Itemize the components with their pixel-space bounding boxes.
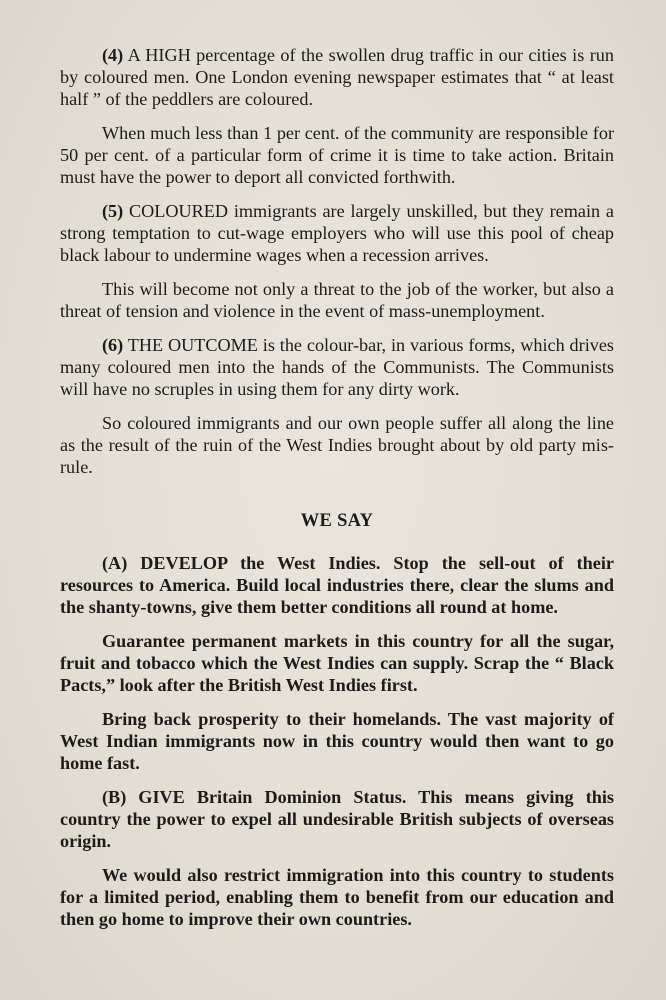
paragraph-text: This will become not only a threat to the job of the worker, but also a threat of tension and violence in the event of mass-unemployment. — [60, 279, 614, 321]
paragraph-text: So coloured immigrants and our own people suffer all along the line as the result of the ruin of the West Indies brought about by old party mis-rule. — [60, 413, 614, 477]
paragraph-point-6 — [60, 334, 614, 400]
paragraph-point-4 — [60, 44, 614, 110]
paragraph-west-indies-ruin — [60, 412, 614, 478]
section-heading: WE SAY — [300, 511, 374, 531]
paragraph-prosperity: Bring back prosperity to their homelands. The vast majority of West Indian immigrants now in this country would then want to go home fast. — [60, 709, 614, 773]
point-number: (6) — [102, 335, 124, 355]
paragraph-text: THE OUTCOME is the colour-bar, in various forms, which drives many coloured men into the hands of the Communists. The Communists will have no scruples in using them for any dirty work. — [60, 335, 614, 399]
paragraph-text: COLOURED immigrants are largely unskilled, but they remain a strong temptation to cut-wage employers who will use this pool of cheap black labour to undermine wages when a recession arrives. — [60, 201, 614, 265]
point-number: (4) — [102, 45, 124, 65]
paragraph-text: A HIGH percentage of the swollen drug traffic in our cities is run by coloured men. One London evening newspaper estimates that “ at least half ” of the peddlers are coloured. — [60, 45, 614, 109]
paragraph-text: When much less than 1 per cent. of the community are responsible for 50 per cent. of a particular form of crime it is time to take action. Britain must have the power to deport all convicted forthwith. — [60, 123, 614, 187]
paragraph-point-b: (B) GIVE Britain Dominion Status. This means giving this country the power to expel all undesirable British subjects of overseas origin. — [60, 787, 614, 851]
paragraph-immigration-restriction: We would also restrict immigration into this country to students for a limited period, enabling them to benefit from our education and then go home to improve their own countries. — [60, 865, 614, 929]
paragraph-markets: Guarantee permanent markets in this country for all the sugar, fruit and tobacco which the West Indies can supply. Scrap the “ Black Pacts,” look after the British West Indies first. — [60, 631, 614, 695]
paragraph-point-a: (A) DEVELOP the West Indies. Stop the sell-out of their resources to America. Build local industries there, clear the slums and the shanty-towns, give them better conditions all round at home. — [60, 553, 614, 617]
point-number: (5) — [102, 201, 124, 221]
paragraph-unemployment — [60, 278, 614, 322]
paragraph-point-5 — [60, 200, 614, 266]
paragraph-crime-statistic — [60, 122, 614, 188]
